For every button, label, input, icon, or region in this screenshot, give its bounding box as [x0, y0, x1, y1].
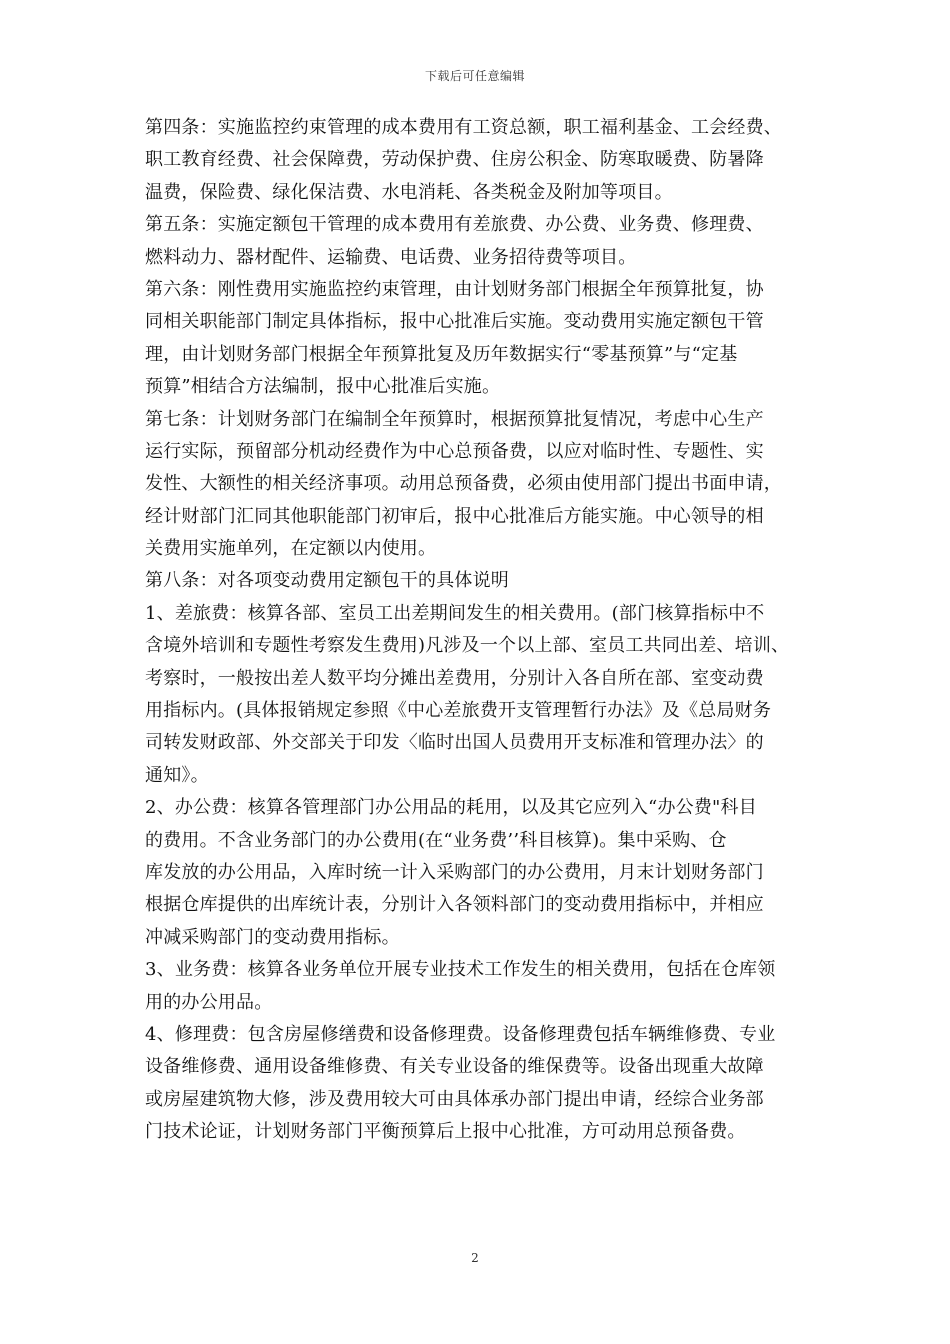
- document-body: [145, 112, 813, 1149]
- text-line: 预算”相结合方法编制，报中心批准后实施。: [145, 376, 501, 398]
- text-line: 运行实际，预留部分机动经费作为中心总预备费，以应对临时性、专题性、实: [145, 440, 764, 462]
- text-line: 理，由计划财务部门根据全年预算批复及历年数据实行“零基预算”与“定基: [145, 343, 738, 365]
- text-line: 第七条：计划财务部门在编制全年预算时，根据预算批复情况，考虑中心生产: [145, 408, 764, 430]
- text-line: 第八条：对各项变动费用定额包干的具体说明: [145, 570, 509, 592]
- text-line: 第四条：实施监控约束管理的成本费用有工资总额，职工福利基金、工会经费、: [145, 117, 782, 138]
- text-line: 第六条：刚性费用实施监控约束管理，由计划财务部门根据全年预算批复，协: [145, 278, 764, 300]
- text-line: 设备维修费、通用设备维修费、有关专业设备的维保费等。设备出现重大故障: [145, 1056, 764, 1078]
- text-line: 库发放的办公用品，入库时统一计入采购部门的办公费用，月末计划财务部门: [145, 861, 764, 883]
- text-line: 3、业务费：核算各业务单位开展专业技术工作发生的相关费用，包括在仓库领: [145, 959, 776, 981]
- text-line: 门技术论证，计划财务部门平衡预算后上报中心批准，方可动用总预备费。: [145, 1121, 746, 1143]
- text-line: 职工教育经费、社会保障费，劳动保护费、住房公积金、防寒取暖费、防暑降: [145, 149, 764, 171]
- text-line: 关费用实施单列，在定额以内使用。: [145, 538, 437, 560]
- text-line: 冲减采购部门的变动费用指标。: [145, 926, 400, 948]
- text-line: 经计财部门汇同其他职能部门初审后，报中心批准后方能实施。中心领导的相: [145, 505, 764, 527]
- text-line: 第五条：实施定额包干管理的成本费用有差旅费、办公费、业务费、修理费、: [145, 214, 764, 236]
- text-line: 通知》。: [145, 764, 209, 786]
- text-line: 温费，保险费、绿化保洁费、水电消耗、各类税金及附加等项目。: [145, 181, 673, 203]
- page-header: 下载后可任意编辑: [424, 69, 525, 83]
- text-line: 的费用。不含业务部门的办公费用(在“业务费’’科目核算)。集中采购、仓: [145, 829, 727, 851]
- text-line: 2、办公费：核算各管理部门办公用品的耗用，以及其它应列入“办公费"科目: [145, 797, 757, 819]
- text-line: 用指标内。(具体报销规定参照《中心差旅费开支管理暂行办法》及《总局财务: [145, 700, 772, 722]
- text-line: 或房屋建筑物大修，涉及费用较大可由具体承办部门提出申请，经综合业务部: [145, 1088, 764, 1110]
- text-line: 燃料动力、器材配件、运输费、电话费、业务招待费等项目。: [145, 246, 637, 268]
- text-line: 含境外培训和专题性考察发生费用)凡涉及一个以上部、室员工共同出差、培训、: [145, 635, 790, 657]
- text-line: 司转发财政部、外交部关于印发〈临时出国人员费用开支标准和管理办法〉的: [145, 732, 764, 754]
- text-line: 发性、大额性的相关经济事项。动用总预备费，必须由使用部门提出书面申请，: [145, 473, 782, 495]
- text-line: 4、修理费：包含房屋修缮费和设备修理费。设备修理费包括车辆维修费、专业: [145, 1023, 776, 1045]
- text-line: 考察时，一般按出差人数平均分摊出差费用，分别计入各自所在部、室变动费: [145, 667, 764, 689]
- text-line: 同相关职能部门制定具体指标，报中心批准后实施。变动费用实施定额包干管: [145, 311, 764, 333]
- text-line: 根据仓库提供的出库统计表，分别计入各领料部门的变动费用指标中，并相应: [145, 894, 764, 916]
- text-line: 用的办公用品。: [145, 991, 273, 1013]
- page-number: 2: [471, 1251, 479, 1265]
- text-line: 1、差旅费：核算各部、室员工出差期间发生的相关费用。(部门核算指标中不: [145, 602, 765, 624]
